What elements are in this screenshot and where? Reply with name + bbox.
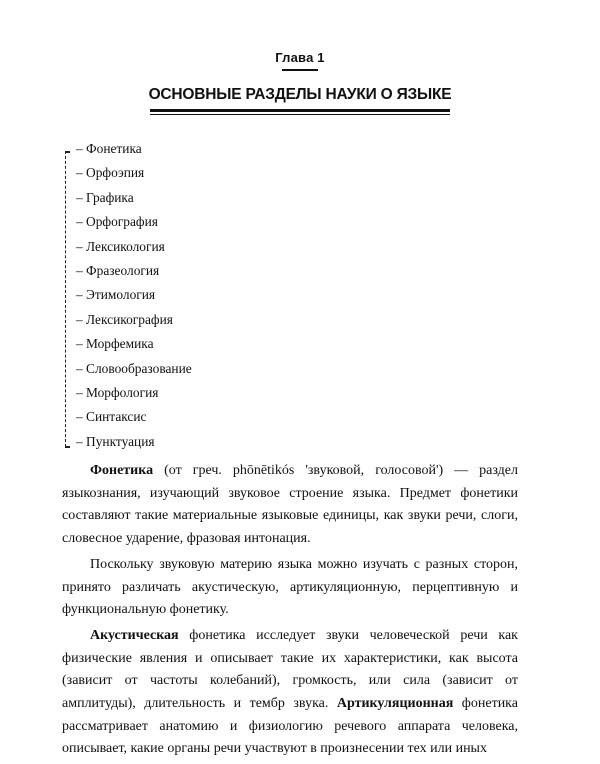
- paragraph-phonetics-text: (от греч. phōnētikós 'звуковой, голосовой') — раздел языкознания, изучающий звуковое строение языка. Предмет фонетики составляют такие материальные языковые единицы, как звуки речи, слоги, словесное ударение, фразовая интонация.: [62, 463, 518, 547]
- branch-item-morphology: – Морфология: [76, 384, 159, 400]
- paragraph-articulatory-text: фонетика рассматривает анатомию и физиологию речевого аппарата человека, описывает, какие органы речи участвуют в произнесении тех или иных: [62, 696, 518, 757]
- branch-item-phraseology: – Фразеология: [76, 262, 160, 278]
- paragraph-phonetics: [62, 460, 518, 551]
- chapter-heading: Глава 1: [275, 50, 325, 65]
- branches-list: [54, 137, 294, 454]
- branch-item-punctuation: – Пунктуация: [76, 433, 155, 449]
- branch-item-lexicology: – Лексикология: [76, 238, 165, 254]
- paragraph-aspects: [62, 554, 518, 622]
- branch-item-phonetics: – Фонетика: [76, 141, 142, 156]
- paragraph-aspects-text: Поскольку звуковую материю языка можно изучать с разных сторон, принято различать акустическую, артикуляционную, перцептивную и функциональную фонетику.: [62, 556, 518, 618]
- chapter-title: ОСНОВНЫЕ РАЗДЕЛЫ НАУКИ О ЯЗЫКЕ: [148, 86, 452, 103]
- title-underline-thin: [150, 114, 450, 115]
- branch-item-word-formation: – Словообразование: [76, 360, 192, 376]
- branch-item-graphics: – Графика: [76, 189, 134, 205]
- title-underline-thick: [150, 109, 450, 112]
- branch-item-etymology: – Этимология: [76, 287, 156, 303]
- branch-item-morphemics: – Морфемика: [76, 336, 154, 352]
- term-acoustic: Акустическая: [90, 627, 179, 643]
- branch-item-syntax: – Синтаксис: [76, 409, 147, 425]
- term-phonetics: Фонетика: [90, 463, 154, 478]
- branch-item-orthography: – Орфография: [76, 214, 158, 230]
- term-articulatory: Артикуляционная: [336, 696, 454, 712]
- chapter-underline: [282, 69, 318, 71]
- branch-item-orthoepy: – Орфоэпия: [76, 165, 145, 181]
- paragraph-acoustic-text: фонетика исследует звуки человеческой речи как физические явления и описывает такие их характеристики, как высота (зависит от частоты колебаний), громкость, или сила (зависит от амплитуды), длительность и тембр звука.: [62, 627, 518, 712]
- branch-item-lexicography: – Лексикография: [76, 311, 173, 327]
- paragraph-acoustic: [62, 625, 518, 761]
- body-text: [62, 460, 518, 764]
